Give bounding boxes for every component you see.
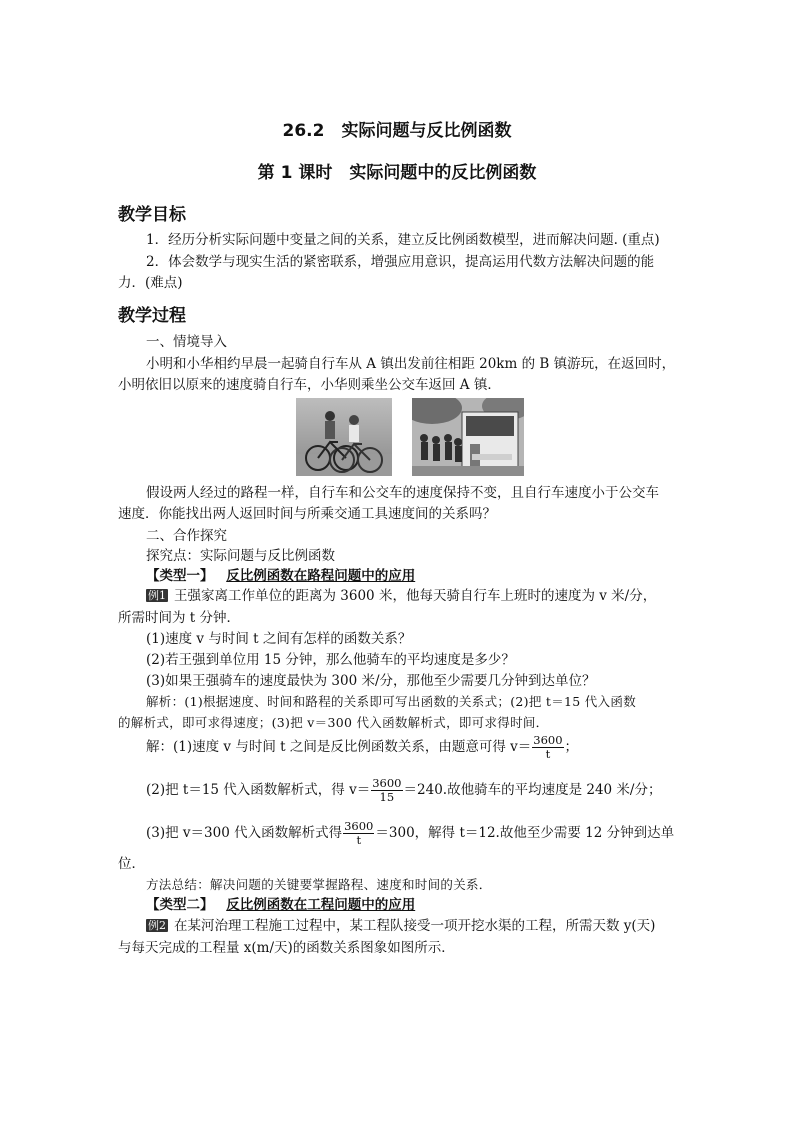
goal-2-cont: 力．(难点) — [118, 275, 183, 291]
example-1-cont: 所需时间为 t 分钟． — [118, 610, 241, 626]
fraction-numerator: 3600 — [372, 776, 402, 790]
type-2-title: 反比例函数在工程问题中的应用 — [226, 897, 416, 913]
example-1-q1: (1)速度 v 与时间 t 之间有怎样的函数关系？ — [146, 631, 412, 647]
solution-1 — [146, 732, 578, 762]
method-summary: 方法总结：解决问题的关键要掌握路程、速度和时间的关系． — [146, 877, 492, 892]
solution-1-text: 解：(1)速度 v 与时间 t 之间是反比例函数关系，由题意可得 v＝ — [146, 739, 532, 755]
goal-1: 1．经历分析实际问题中变量之间的关系，建立反比例函数模型，进而解决问题. (重点) — [146, 232, 660, 248]
solution-1-end: ； — [564, 739, 579, 755]
fraction-numerator: 3600 — [344, 819, 374, 833]
bus-photo — [412, 398, 524, 476]
cyclists-photo — [296, 398, 392, 476]
solution-2-text: (2)把 t＝15 代入函数解析式，得 v＝ — [146, 782, 371, 798]
explore-point: 探究点：实际问题与反比例函数 — [146, 548, 335, 564]
example-1-q2: (2)若王强到单位用 15 分钟，那么他骑车的平均速度是多少？ — [146, 652, 515, 668]
type-2-heading — [146, 896, 415, 914]
fraction-denominator: t — [356, 833, 362, 847]
solution-3-cont: 位． — [118, 856, 145, 872]
solution-3-end: ＝300，解得 t＝12.故他至少需要 12 分钟到达单 — [375, 825, 675, 841]
fraction-3600-over-t — [532, 734, 563, 761]
solution-2-end: ＝240.故他骑车的平均速度是 240 米/分； — [403, 782, 662, 798]
fraction-numerator: 3600 — [533, 733, 563, 747]
example-1 — [146, 587, 656, 605]
fraction-denominator: 15 — [379, 790, 395, 804]
example-1-q3: (3)如果王强骑车的速度最快为 300 米/分，那他至少需要几分钟到达单位？ — [146, 673, 596, 689]
fraction-3600-over-t — [343, 820, 374, 847]
example-1-tag: 例1 — [148, 589, 166, 602]
solution-3-text: (3)把 v＝300 代入函数解析式得 — [146, 825, 343, 841]
example-2-text: 在某河治理工程施工过程中，某工程队接受一项开挖水渠的工程，所需天数 y(天) — [174, 918, 656, 934]
analysis-text-cont: 的解析式，即可求得速度；(3)把 v＝300 代入函数解析式，即可求得时间． — [118, 715, 549, 730]
example-1-text: 王强家离工作单位的距离为 3600 米，他每天骑自行车上班时的速度为 v 米/分， — [174, 588, 657, 604]
goals-heading: 教学目标 — [118, 205, 186, 225]
question-text: 假设两人经过的路程一样，自行车和公交车的速度保持不变，且自行车速度小于公交车 — [146, 485, 659, 501]
process-heading: 教学过程 — [118, 306, 186, 326]
question-text-cont: 速度．你能找出两人返回时间与所乘交通工具速度间的关系吗？ — [118, 506, 496, 522]
solution-2 — [146, 775, 661, 805]
intro-text-cont: 小明依旧以原来的速度骑自行车，小华则乘坐公交车返回 A 镇． — [118, 377, 501, 393]
fraction-3600-over-15 — [371, 777, 402, 804]
type-1-heading — [146, 567, 415, 585]
type-1-bracket: 【类型一】 — [146, 568, 214, 584]
type-2-bracket: 【类型二】 — [146, 897, 214, 913]
example-2-cont: 与每天完成的工程量 x(m/天)的函数关系图象如图所示． — [118, 940, 455, 956]
type-1-title: 反比例函数在路程问题中的应用 — [226, 568, 416, 584]
lesson-subtitle: 第 1 课时 实际问题中的反比例函数 — [257, 163, 537, 183]
lesson-title: 26.2 实际问题与反比例函数 — [282, 121, 512, 141]
example-2 — [146, 917, 655, 935]
section-explore: 二、合作探究 — [146, 528, 227, 544]
intro-text: 小明和小华相约早晨一起骑自行车从 A 镇出发前往相距 20km 的 B 镇游玩，在返回时， — [146, 356, 676, 372]
fraction-denominator: t — [545, 747, 551, 761]
solution-3 — [146, 818, 674, 848]
example-2-tag: 例2 — [148, 919, 166, 932]
section-intro: 一、情境导入 — [146, 334, 227, 350]
analysis-text: 解析：(1)根据速度、时间和路程的关系即可写出函数的关系式；(2)把 t＝15 代入函数 — [146, 694, 636, 709]
goal-2: 2．体会数学与现实生活的紧密联系，增强应用意识，提高运用代数方法解决问题的能 — [146, 254, 655, 270]
